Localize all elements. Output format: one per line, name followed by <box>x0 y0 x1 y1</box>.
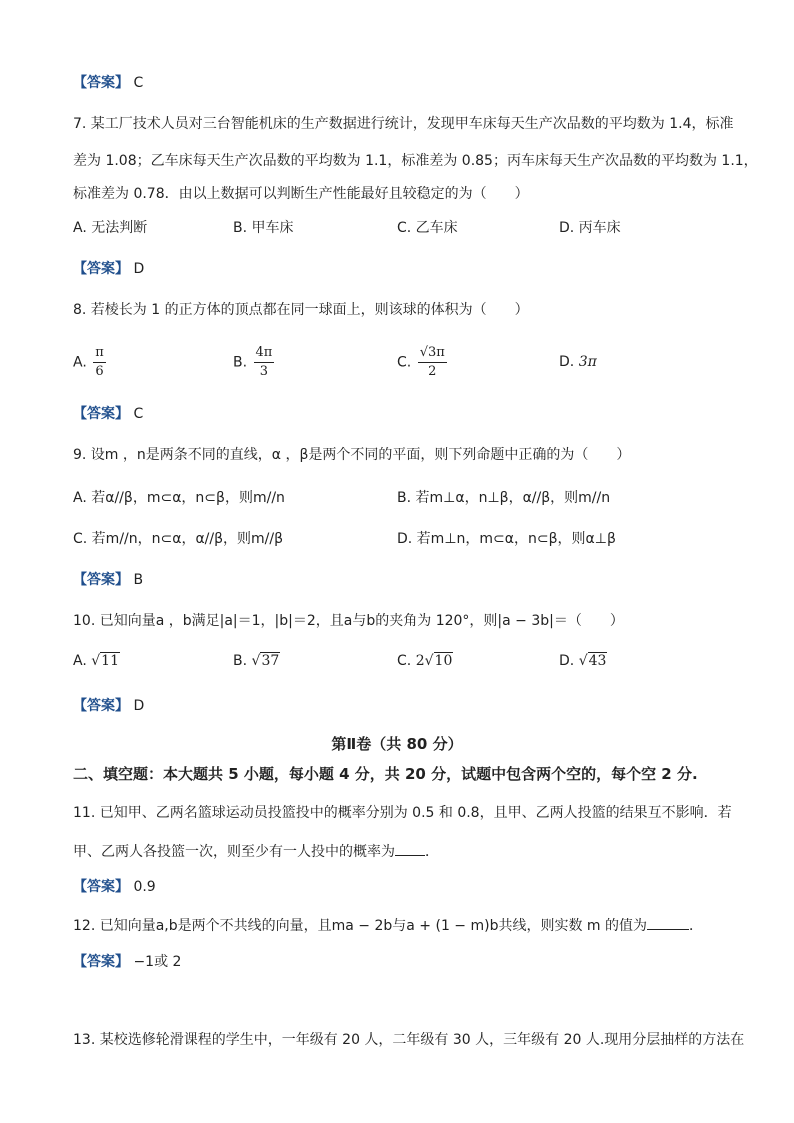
answer-value: 0.9 <box>133 879 156 895</box>
answer-label: 答案 <box>87 261 115 277</box>
q8-options <box>73 344 733 384</box>
q9-option-b: B. 若m⊥α，n⊥β，α//β，则m//n <box>397 490 611 506</box>
q9-options-row2 <box>73 528 733 550</box>
q8-option-d: D. 3π <box>559 354 597 370</box>
q7-option-d: D. 丙车床 <box>559 220 621 236</box>
answer-q11: 【答案】 0.9 <box>73 879 156 895</box>
q9-option-a: A. 若α//β，m⊂α，n⊂β，则m//n <box>73 490 285 506</box>
part2-title: 第Ⅱ卷（共 80 分） <box>331 735 463 753</box>
q10-option-a: A. √11 <box>73 653 119 669</box>
answer-value: B <box>133 572 144 588</box>
answer-label: 答案 <box>87 879 115 895</box>
answer-blank <box>395 841 425 856</box>
answer-blank <box>647 915 689 930</box>
answer-value: C <box>133 75 144 91</box>
q7-line3: 标准差为 0.78．由以上数据可以判断生产性能最好且较稳定的为（ ） <box>73 186 529 202</box>
q10-stem: 10. 已知向量a ，b满足|a|＝1，|b|＝2，且a与b的夹角为 120°，则|a − 3b|＝（ ） <box>73 613 624 629</box>
answer-label: 答案 <box>87 75 115 91</box>
q11-line2: 甲、乙两人各投篮一次，则至少有一人投中的概率为 ． <box>73 841 734 862</box>
q7-line1: 7. 某工厂技术人员对三台智能机床的生产数据进行统计，发现甲车床每天生产次品数的平均数为 1.4，标准 <box>73 116 734 132</box>
answer-q9: 【答案】 B <box>73 572 144 588</box>
answer-label: 答案 <box>87 954 115 970</box>
q13-line1: 13. 某校选修轮滑课程的学生中，一年级有 20 人，二年级有 30 人，三年级有 20 人.现用分层抽样的方法在 <box>73 1032 745 1048</box>
answer-label: 答案 <box>87 572 115 588</box>
q11-line1: 11. 已知甲、乙两名篮球运动员投篮投中的概率分别为 0.5 和 0.8，且甲、乙两人投篮的结果互不影响．若 <box>73 805 732 821</box>
q10-option-b: B. √37 <box>233 653 280 669</box>
answer-label: 答案 <box>87 698 115 714</box>
q7-options <box>73 217 733 239</box>
answer-q7: 【答案】 D <box>73 261 145 277</box>
q8-option-a: A. $\frac{\pi}{6}$ <box>73 345 104 379</box>
q8-option-b: B. $\frac{4\pi}{3}$ <box>233 345 273 379</box>
section-heading: 二、填空题：本大题共 5 小题，每小题 4 分，共 20 分，试题中包含两个空的，每个空 2 分. <box>73 765 698 783</box>
q10-option-c: C. 2√10 <box>397 653 453 669</box>
q8-stem: 8. 若棱长为 1 的正方体的顶点都在同一球面上，则该球的体积为（ ） <box>73 302 529 318</box>
q9-options-row1 <box>73 487 733 509</box>
answer-q6: 【答案】 C <box>73 75 144 91</box>
answer-q10: 【答案】 D <box>73 698 145 714</box>
answer-q12: 【答案】 −1或 2 <box>73 954 182 970</box>
answer-label: 答案 <box>87 406 115 422</box>
q12-stem: 12. 已知向量a,b是两个不共线的向量，且ma − 2b与a + (1 − m)b共线，则实数 m 的值为 ． <box>73 915 734 936</box>
answer-value: D <box>133 698 145 714</box>
q7-option-b: B. 甲车床 <box>233 220 294 236</box>
answer-q8: 【答案】 C <box>73 406 144 422</box>
q10-options <box>73 653 733 675</box>
q7-line2: 差为 1.08；乙车床每天生产次品数的平均数为 1.1，标准差为 0.85；丙车床每天生产次品数的平均数为 1.1， <box>73 153 758 169</box>
answer-value: D <box>133 261 145 277</box>
q9-option-c: C. 若m//n，n⊂α，α//β，则m//β <box>73 531 284 547</box>
answer-value: −1或 2 <box>133 954 182 970</box>
q9-stem: 9. 设m ，n是两条不同的直线，α ，β是两个不同的平面，则下列命题中正确的为（ ） <box>73 447 631 463</box>
answer-value: C <box>133 406 144 422</box>
q10-option-d: D. √43 <box>559 653 607 669</box>
q7-option-c: C. 乙车床 <box>397 220 458 236</box>
q9-option-d: D. 若m⊥n，m⊂α，n⊂β，则α⊥β <box>397 531 616 547</box>
q7-option-a: A. 无法判断 <box>73 220 148 236</box>
q8-option-c: C. $\frac{√3\pi}{2}$ <box>397 345 445 379</box>
